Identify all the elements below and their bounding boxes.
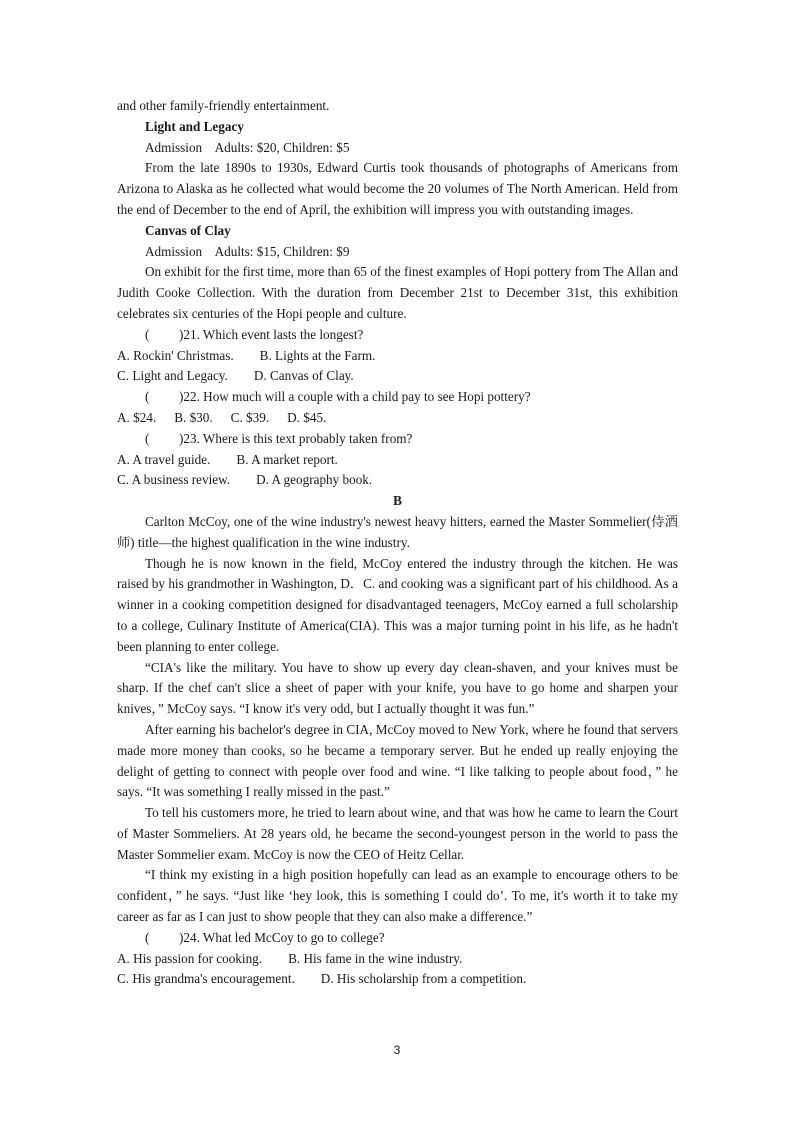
top-line: and other family-friendly entertainment. <box>117 98 330 113</box>
event-admission: Admission Adults: $15, Children: $9 <box>145 243 350 259</box>
option-c: C. His grandma's encouragement. <box>117 971 295 987</box>
option-b: B. His fame in the wine industry. <box>288 950 463 966</box>
option-d: D. Canvas of Clay. <box>253 368 354 384</box>
page-content <box>117 96 678 990</box>
question-22 <box>145 387 678 408</box>
option-d: D. His scholarship from a competition. <box>320 971 527 987</box>
question-stem: )23. Where is this text probably taken from? <box>179 430 413 446</box>
answer-blank[interactable]: ( <box>145 326 150 342</box>
passage-paragraph: After earning his bachelor's degree in CIA, McCoy moved to New York, where he found that servers made more money than cooks, so he became a temporary server. But he ended up really enjoying the delight of getting to connect with people over food and wine. “I like talking to people about food，” he says. “It was something I really missed in the past.” <box>117 721 678 800</box>
answer-blank[interactable]: ( <box>145 430 150 446</box>
passage-paragraph: Carlton McCoy, one of the wine industry's newest heavy hitters, earned the Master Sommelier(侍酒师) title—the highest qualification in the wine industry. <box>117 513 678 550</box>
option-a: A. $24. <box>117 409 157 425</box>
question-stem: )21. Which event lasts the longest? <box>179 326 364 342</box>
answer-blank[interactable]: ( <box>145 389 150 405</box>
question-23 <box>145 429 678 450</box>
options-row <box>117 969 678 990</box>
event-admission: Admission Adults: $20, Children: $5 <box>145 139 350 155</box>
options-row <box>117 949 678 970</box>
option-c: C. A business review. <box>117 472 231 488</box>
option-a: A. A travel guide. <box>117 451 211 467</box>
passage-paragraph: Though he is now known in the field, McCoy entered the industry through the kitchen. He was raised by his grandmother in Washington, D．C. and cooking was a significant part of his childhood. As a winner in a cooking competition designed for disadvantaged teenagers, McCoy earned a full scholarship to a college, Culinary Institute of America(CIA). This was a major turning point in his life, as he hadn't been planning to enter college. <box>117 555 678 654</box>
question-stem: )22. How much will a couple with a child pay to see Hopi pottery? <box>179 389 531 405</box>
option-c: C. $39. <box>230 409 270 425</box>
event-title: Light and Legacy <box>145 118 244 134</box>
options-row <box>117 366 678 387</box>
options-row <box>117 470 678 491</box>
page-number: 3 <box>393 1043 401 1057</box>
option-b: B. $30. <box>174 409 213 425</box>
options-row <box>117 450 678 471</box>
options-row <box>117 408 678 429</box>
question-21 <box>145 325 678 346</box>
option-d: D. $45. <box>287 409 327 425</box>
option-b: B. Lights at the Farm. <box>259 347 376 363</box>
question-24 <box>145 928 678 949</box>
event-description: On exhibit for the first time, more than 65 of the finest examples of Hopi pottery from The Allan and Judith Cooke Collection. With the duration from December 21st to December 31st, this exhibition celebrates six centuries of the Hopi people and culture. <box>117 264 678 321</box>
option-b: B. A market report. <box>236 451 338 467</box>
answer-blank[interactable]: ( <box>145 929 150 945</box>
passage-paragraph: To tell his customers more, he tried to learn about wine, and that was how he came to learn the Court of Master Sommeliers. At 28 years old, he became the second-youngest person in the world to pass the Master Sommelier exam. McCoy is now the CEO of Heitz Cellar. <box>117 805 678 862</box>
option-d: D. A geography book. <box>256 472 373 488</box>
options-row <box>117 346 678 367</box>
question-stem: )24. What led McCoy to go to college? <box>179 929 385 945</box>
passage-paragraph: “I think my existing in a high position hopefully can lead as an example to encourage others to be confident，” he says. “Just like ‘hey look, this is something I could do’. To me, it's worth it to take my career as far as I can just to show people that they can also make a difference.” <box>117 867 678 925</box>
option-a: A. His passion for cooking. <box>117 950 263 966</box>
passage-paragraph: “CIA's like the military. You have to show up every day clean-shaven, and your knives must be sharp. If the chef can't slice a sheet of paper with your knife, you have to go home and sharpen your knives，” McCoy says. “I know it's very odd, but I actually thought it was fun.” <box>117 659 678 717</box>
event-description: From the late 1890s to 1930s, Edward Curtis took thousands of photographs of Americans from Arizona to Alaska as he collected what would become the 20 volumes of The North American. Held from the end of December to the end of April, the exhibition will impress you with outstanding images. <box>117 160 678 217</box>
option-c: C. Light and Legacy. <box>117 368 228 384</box>
option-a: A. Rockin' Christmas. <box>117 347 234 363</box>
section-label: B <box>393 493 402 509</box>
event-title: Canvas of Clay <box>145 222 231 238</box>
